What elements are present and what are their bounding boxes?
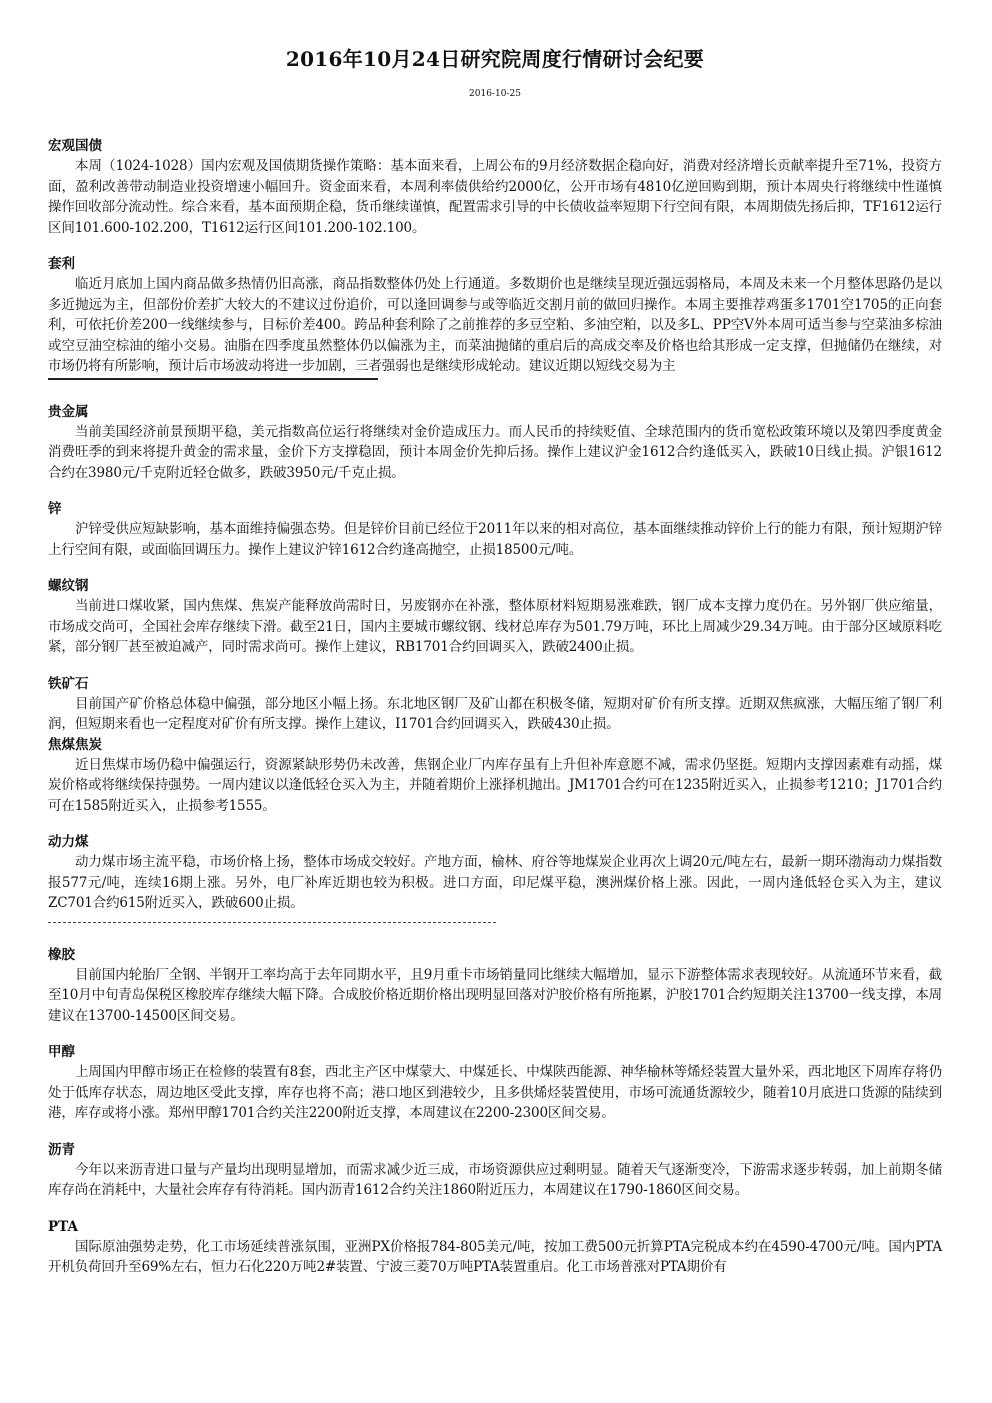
section-iron-ore <box>48 674 942 735</box>
section-body: 上周国内甲醇市场正在检修的装置有8套，西北主产区中煤蒙大、中煤延长、中煤陕西能源、神华榆林等烯烃装置大量外采，西北地区下周库存将仍处于低库存状态，周边地区受此支撑，库存也将不高；港口地区到港较少，且多供烯烃装置使用，市场可流通货源较少，随着10月底进口货源的陆续到港，库存或将小涨。郑州甲醇1701合约关注2200附近支撑，本周建议在2200-2300区间交易。 <box>48 1064 942 1121</box>
dashed-divider <box>48 922 496 923</box>
section-thermal-coal <box>48 832 942 923</box>
document-date: 2016-10-25 <box>469 89 521 99</box>
section-precious-metals <box>48 402 942 484</box>
section-body: 近日焦煤市场仍稳中偏强运行，资源紧缺形势仍未改善，焦钢企业厂内库存虽有上升但补库意愿不减，需求仍坚挺。短期内支撑因素难有动摇，煤炭价格或将继续保持强势。一周内建议以逢低轻仓买入为主，并随着期价上涨择机抛出。JM1701合约可在1235附近买入，止损参考1210；J1701合约可在1585附近买入，止损参考1555。 <box>48 756 942 814</box>
section-heading: 动力煤 <box>48 834 89 850</box>
section-rubber <box>48 945 942 1027</box>
section-heading: PTA <box>48 1218 78 1235</box>
section-arbitrage <box>48 254 942 380</box>
section-heading: 甲醇 <box>48 1044 75 1060</box>
section-body: 国际原油强势走势，化工市场延续普涨氛围，亚洲PX价格报784-805美元/吨，按加工费500元折算PTA完税成本约在4590-4700元/吨。国内PTA开机负荷回升至69%左右，恒力石化220万吨2#装置、宁波三菱70万吨PTA装置重启。化工市场普涨对PTA期价有 <box>48 1238 942 1275</box>
section-body: 今年以来沥青进口量与产量均出现明显增加，而需求减少近三成，市场资源供应过剩明显。随着天气逐渐变冷，下游需求逐步转弱，加上前期冬储库存尚在消耗中，大量社会库存有待消耗。国内沥青1612合约关注1860附近压力，本周建议在1790-1860区间交易。 <box>48 1161 942 1198</box>
section-coking-coal <box>48 735 942 817</box>
section-body: 目前国内轮胎厂全钢、半钢开工率均高于去年同期水平，且9月重卡市场销量同比继续大幅增加，显示下游整体需求表现较好。从流通环节来看，截至10月中旬青岛保税区橡胶库存继续大幅下降。合成胶价格近期价格出现明显回落对沪胶价格有所拖累，沪胶1701合约短期关注13700一线支撑，本周建议在13700-14500区间交易。 <box>48 966 942 1024</box>
section-heading: 套利 <box>48 256 75 272</box>
section-heading: 橡胶 <box>48 946 75 963</box>
section-body: 本周（1024-1028）国内宏观及国债期货操作策略：基本面来看，上周公布的9月经济数据企稳向好，消费对经济增长贡献率提升至71%，投资方面，盈利改善带动制造业投资增速小幅回升。资金面来看，本周利率债供给约2000亿，公开市场有4810亿逆回购到期，预计本周央行将继续中性谨慎操作回收部分流动性。综合来看，基本面预期企稳，货币继续谨慎，配置需求引导的中长债收益率短期下行空间有限，本周期债先扬后抑，TF1612运行区间101.600-102.200，T1612运行区间101.200-102.100。 <box>48 158 942 236</box>
section-methanol <box>48 1042 942 1124</box>
section-body: 动力煤市场主流平稳，市场价格上扬，整体市场成交较好。产地方面，榆林、府谷等地煤炭企业再次上调20元/吨左右，最新一期环渤海动力煤指数报577元/吨，连续16期上涨。另外，电厂补库近期也较为积极。进口方面，印尼煤平稳，澳洲煤价格上涨。因此，一周内逢低轻仓买入为主，建议ZC701合约615附近买入，跌破600止损。 <box>48 854 942 911</box>
section-heading: 贵金属 <box>48 403 89 420</box>
section-heading: 锌 <box>48 501 62 517</box>
section-heading: 螺纹钢 <box>48 578 89 594</box>
section-macro-bonds <box>48 136 942 238</box>
section-body: 沪锌受供应短缺影响，基本面维持偏强态势。但是锌价目前已经位于2011年以来的相对高位，基本面继续推动锌价上行的能力有限，预计短期沪锌上行空间有限，或面临回调压力。操作上建议沪锌1612合约逢高抛空，止损18500元/吨。 <box>48 521 942 558</box>
section-body: 当前进口煤收紧，国内焦煤、焦炭产能释放尚需时日，另废钢亦在补涨，整体原材料短期易涨难跌，钢厂成本支撑力度仍在。另外钢厂供应缩量，市场成交尚可，全国社会库存继续下滑。截至21日，国内主要城市螺纹钢、线材总库存为501.79万吨，环比上周减少29.34万吨。由于部分区域原料吃紧，部分钢厂甚至被迫减产，同时需求尚可。操作上建议，RB1701合约回调买入，跌破2400止损。 <box>48 598 942 655</box>
section-zinc <box>48 499 942 560</box>
section-body: 目前国产矿价格总体稳中偏强，部分地区小幅上扬。东北地区钢厂及矿山都在积极冬储，短期对矿价有所支撑。近期双焦疯涨，大幅压缩了钢厂利润，但短期来看也一定程度对矿价有所支撑。操作上建议，I1701合约回调买入，跌破430止损。 <box>48 695 942 732</box>
section-rebar <box>48 576 942 658</box>
section-heading: 焦煤焦炭 <box>48 736 102 753</box>
section-asphalt <box>48 1140 942 1201</box>
section-body: 临近月底加上国内商品做多热情仍旧高涨，商品指数整体仍处上行通道。多数期价也是继续呈现近强远弱格局，本周及未来一个月整体思路仍是以多近抛远为主，但部份价差扩大较大的不建议过份追价，可以逢回调参与或等临近交割月前的做回归操作。本周主要推荐鸡蛋多1701空1705的正向套利，可依托价差200一线继续参与，目标价差400。跨品种套利除了之前推荐的多豆空粕、多油空粕，以及多L、PP空V外本周可适当参与空菜油多棕油或空豆油空棕油的缩小交易。油脂在四季度虽然整体仍以偏涨为主，而菜油抛储的重启后的高成交率及价格也给其形成一定支撑，但抛储仍在继续，对市场仍将有所影响，预计后市场波动将进一步加剧，三者强弱也是继续形成轮动。建议近期以短线交易为主 <box>48 276 942 374</box>
section-heading: 铁矿石 <box>48 675 89 692</box>
document-title: 2016年10月24日研究院周度行情研讨会纪要 <box>285 47 705 71</box>
solid-divider <box>48 378 378 380</box>
section-heading: 沥青 <box>48 1141 75 1158</box>
section-pta <box>48 1217 942 1278</box>
section-body: 当前美国经济前景预期平稳，美元指数高位运行将继续对金价造成压力。而人民币的持续贬值、全球范围内的货币宽松政策环境以及第四季度黄金消费旺季的到来将提升黄金的需求量，金价下方支撑稳固，预计本周金价先抑后扬。操作上建议沪金1612合约逢低买入，跌破10日线止损。沪银1612合约在3980元/千克附近轻仓做多，跌破3950元/千克止损。 <box>48 423 942 481</box>
section-heading: 宏观国债 <box>48 138 102 154</box>
